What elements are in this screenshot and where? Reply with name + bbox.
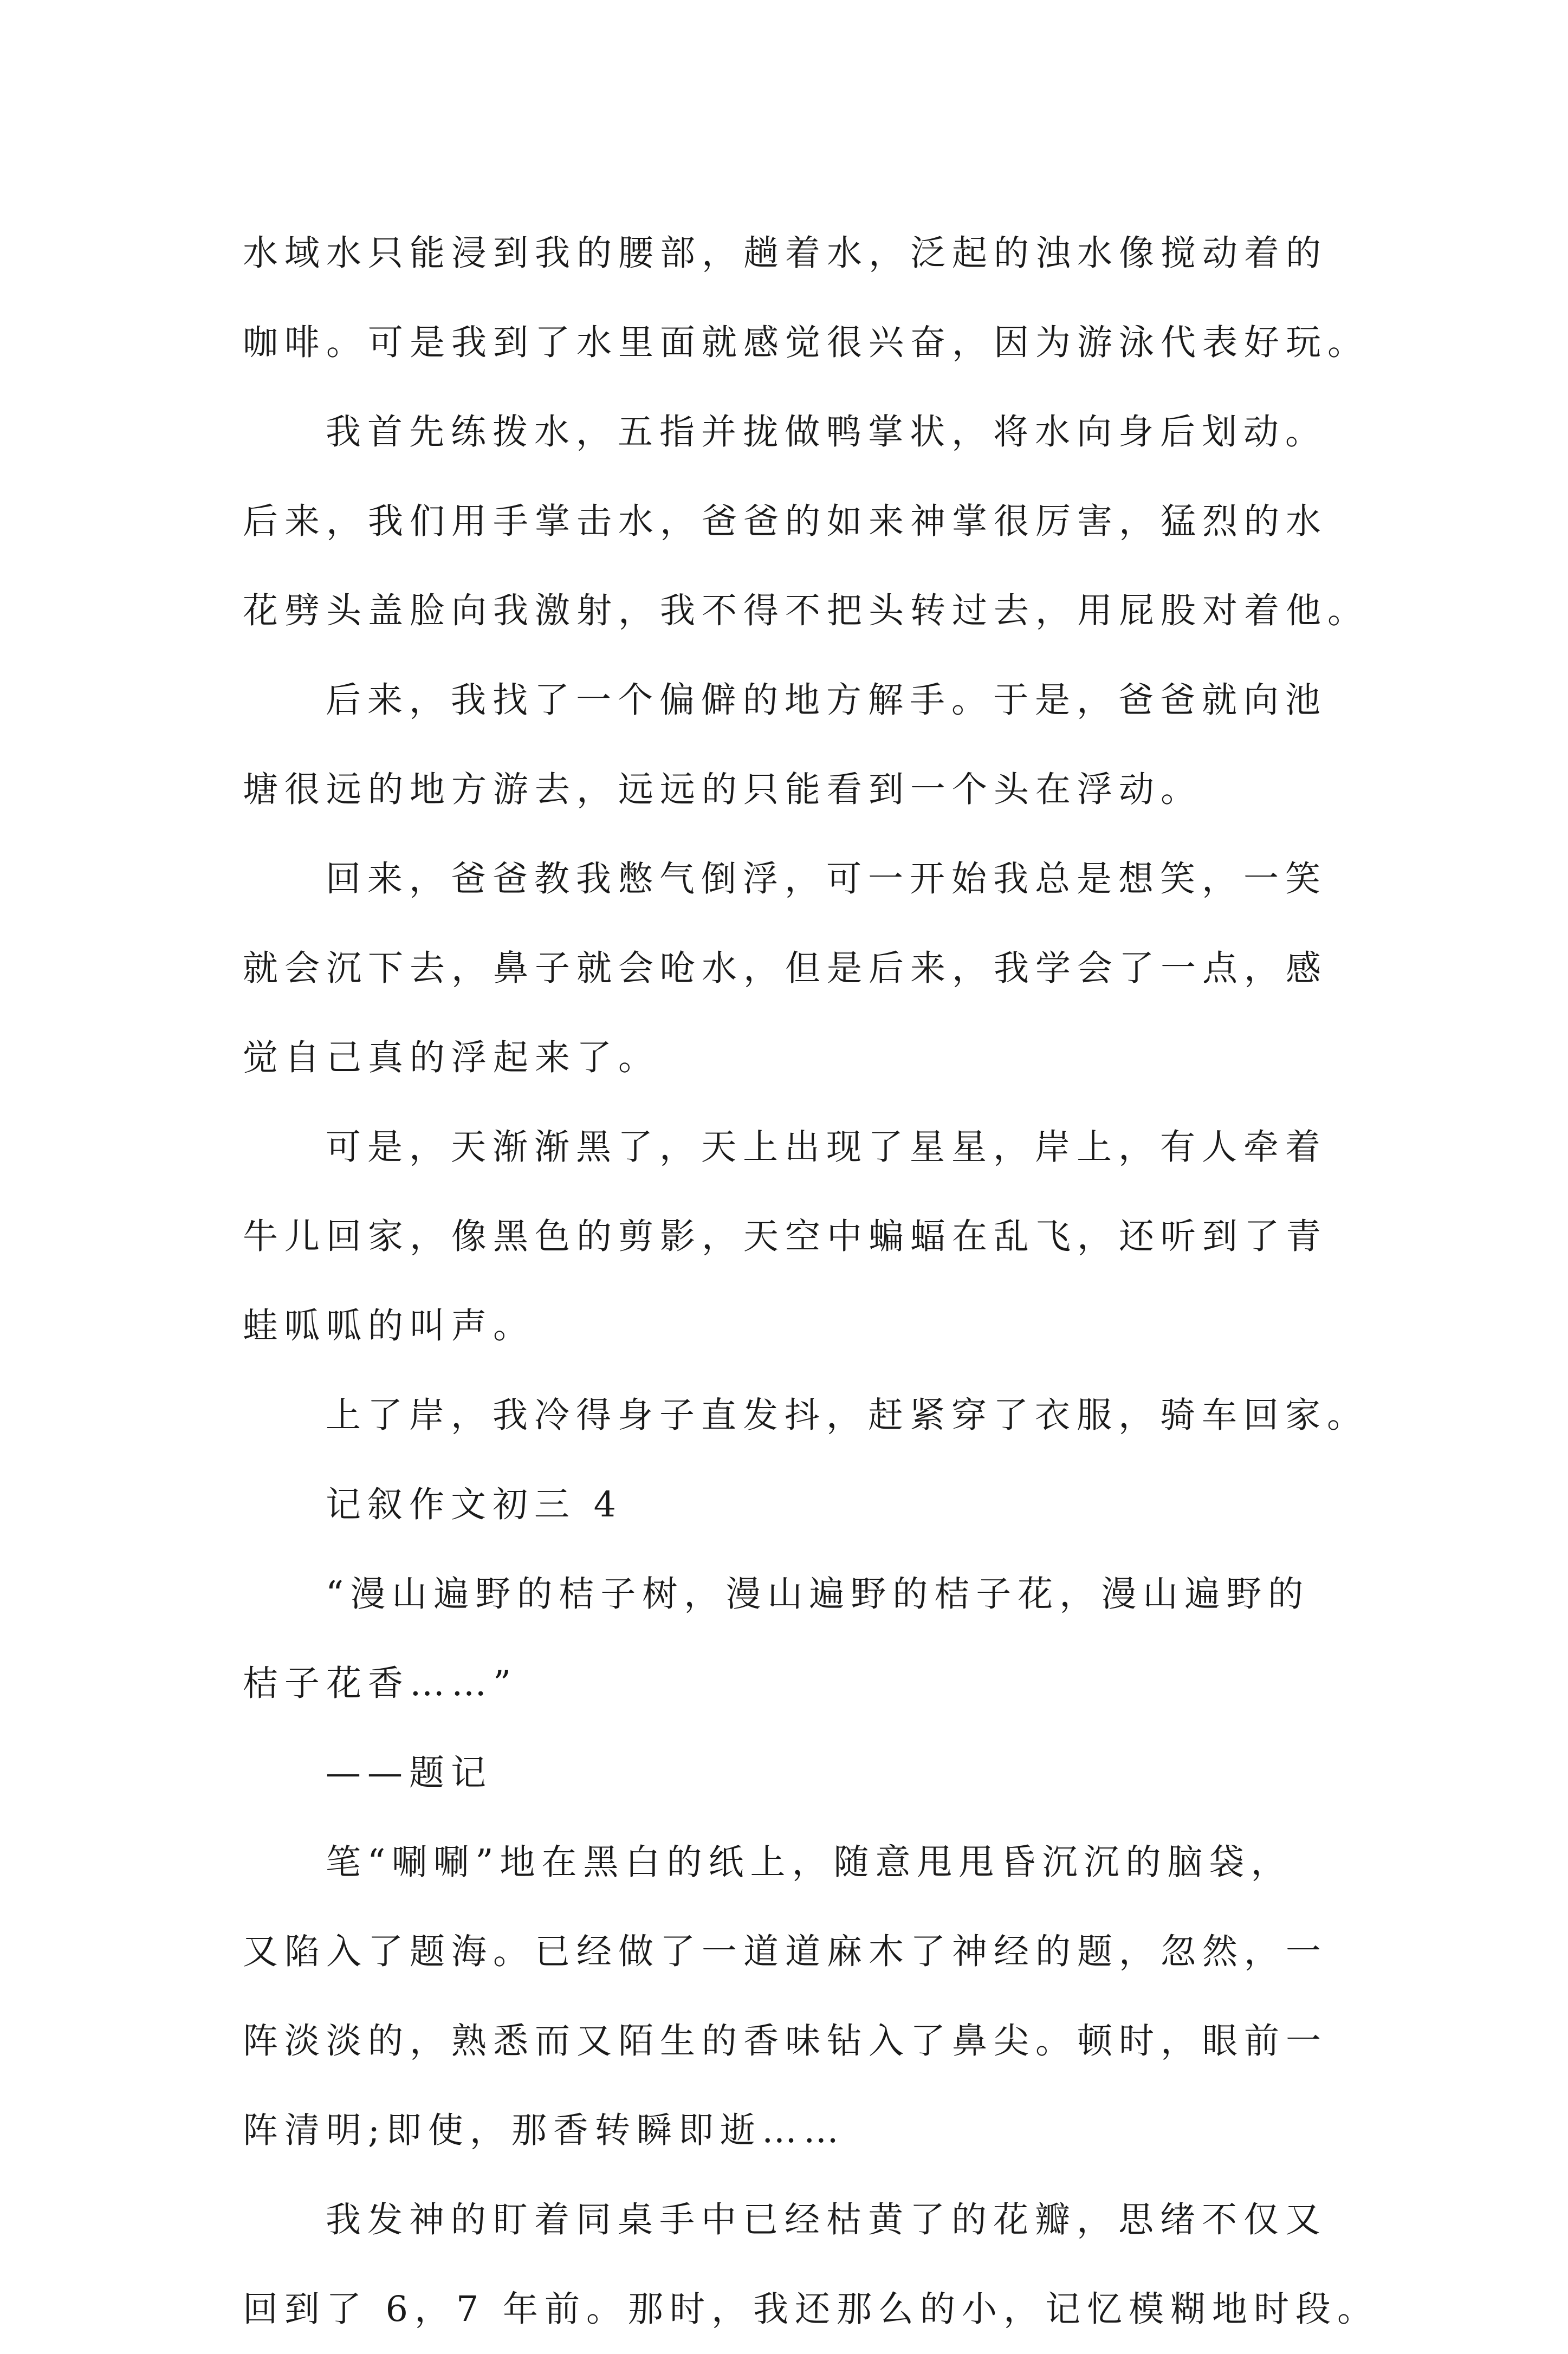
epigraph-line: 桔子花香……” [243,1663,518,1704]
text-line: 塘很远的地方游去，远远的只能看到一个头在浮动。 [243,769,1203,810]
text-line: 阵淡淡的，熟悉而又陌生的香味钻入了鼻尖。顿时，眼前一 [243,2021,1328,2061]
text-line: 后来，我找了一个偏僻的地方解手。于是，爸爸就向池 [326,680,1327,721]
text-line: 咖啡。可是我到了水里面就感觉很兴奋，因为游泳代表好玩。 [243,322,1370,363]
text-line: 上了岸，我冷得身子直发抖，赶紧穿了衣服，骑车回家。 [326,1395,1369,1436]
document-body [243,209,1379,2354]
text-line: 我发神的盯着同桌手中已经枯黄了的花瓣，思绪不仅又 [326,2200,1327,2240]
text-line: 可是，天渐渐黑了，天上出现了星星，岸上，有人牵着 [326,1127,1327,1168]
text-line: 回来，爸爸教我憋气倒浮，可一开始我总是想笑，一笑 [326,859,1327,899]
text-line: 就会沉下去，鼻子就会呛水，但是后来，我学会了一点，感 [243,948,1328,989]
text-line: 回到了 6，7 年前。那时，我还那么的小，记忆模糊地时段。 [243,2289,1379,2330]
text-line: 阵清明;即使，那香转瞬即逝…… [243,2110,845,2151]
text-line: 水域水只能浸到我的腰部，趟着水，泛起的浊水像搅动着的 [243,233,1328,274]
text-line: 后来，我们用手掌击水，爸爸的如来神掌很厉害，猛烈的水 [243,501,1328,542]
text-line: 笔“唰唰”地在黑白的纸上，随意甩甩昏沉沉的脑袋， [326,1842,1293,1883]
text-line: 蛙呱呱的叫声。 [243,1306,535,1346]
text-line: 牛儿回家，像黑色的剪影，天空中蝙蝠在乱飞，还听到了青 [243,1216,1328,1257]
epigraph-line: “漫山遍野的桔子树，漫山遍野的桔子花，漫山遍野的 [326,1574,1310,1614]
text-line: 我首先练拨水，五指并拢做鸭掌状，将水向身后划动。 [326,412,1327,452]
epigraph-attribution: ——题记 [326,1753,493,1793]
text-line: 又陷入了题海。已经做了一道道麻木了神经的题，忽然，一 [243,1931,1328,1972]
text-line: 觉自己真的浮起来了。 [243,1037,660,1078]
text-line: 花劈头盖脸向我激射，我不得不把头转过去，用屁股对着他。 [243,591,1370,631]
section-heading: 记叙作文初三 4 [326,1484,623,1525]
